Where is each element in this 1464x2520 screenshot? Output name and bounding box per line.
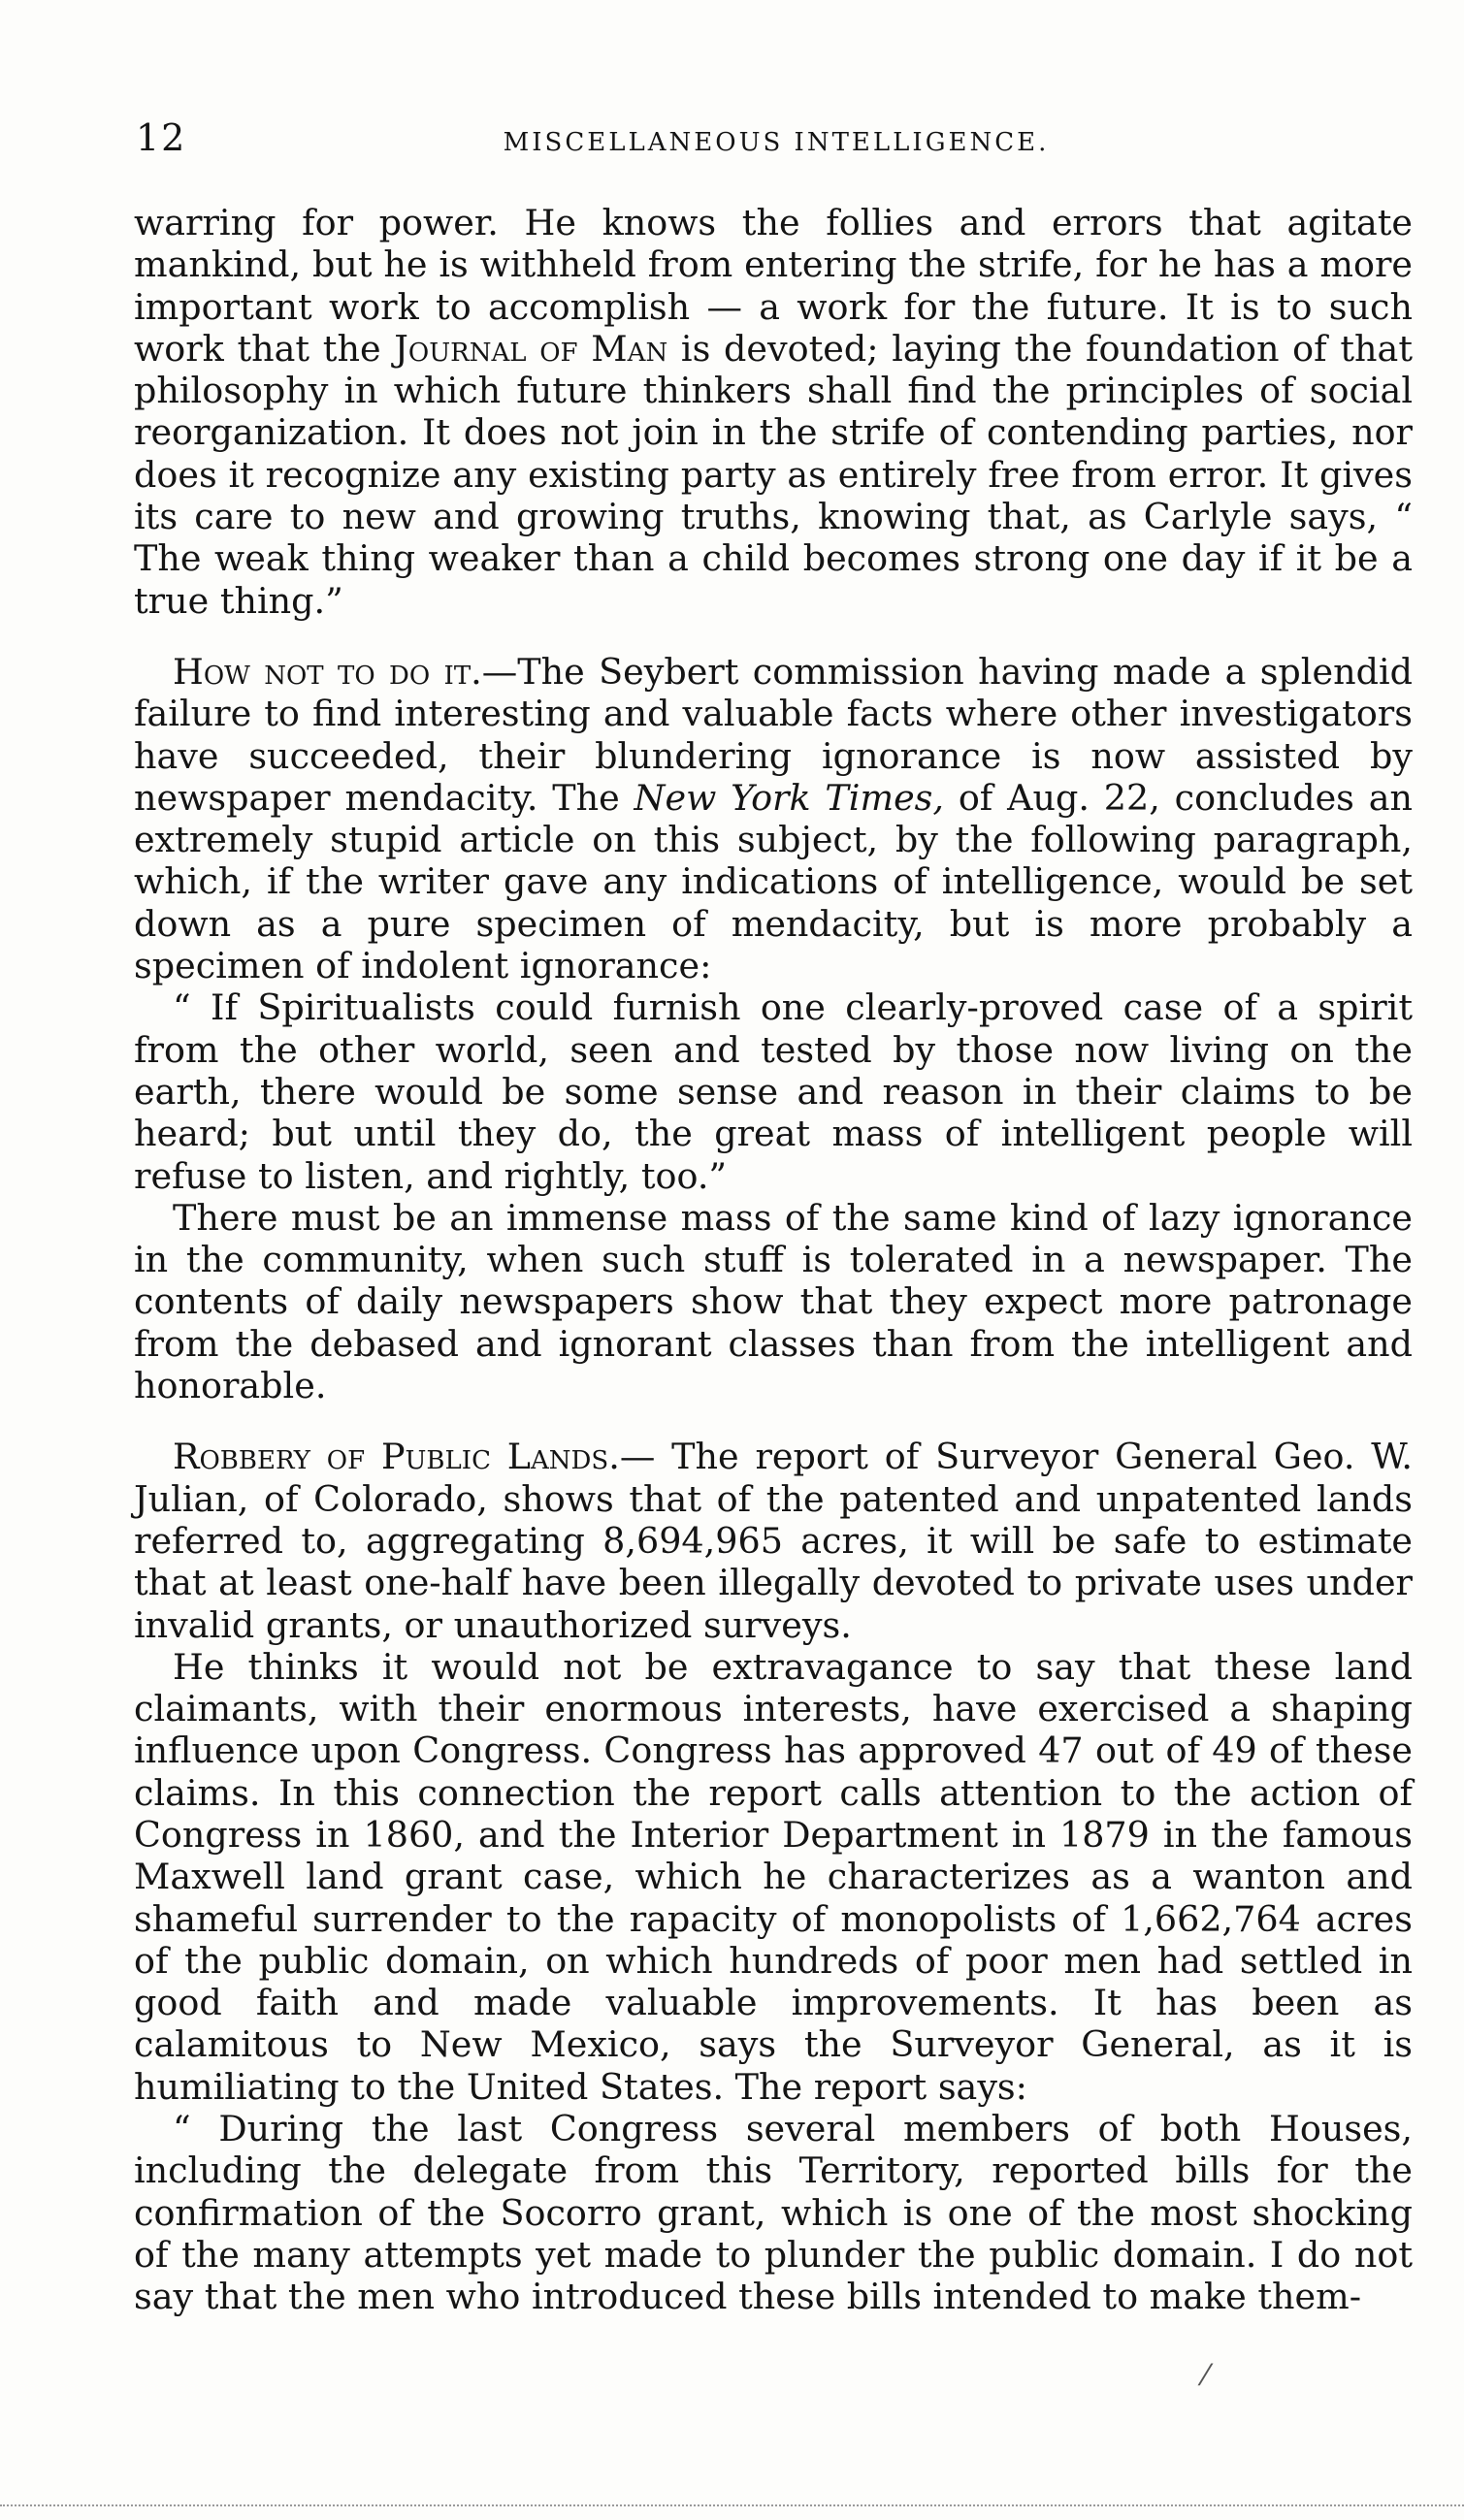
page-header	[136, 116, 1416, 175]
page-body	[134, 202, 1413, 2318]
quotation-report: “ During the last Congress several members of both Houses, including the delegate from this Territory, reported bills for the confirmation of the Socorro grant, which is one of the most shocking of the many attempts yet made to plunder the public domain. I do not say that the men who introduced these bills intended to make them-	[134, 2108, 1413, 2318]
stray-mark: ⁄	[1203, 2359, 1209, 2393]
running-head: MISCELLANEOUS INTELLIGENCE.	[503, 128, 1050, 157]
paragraph-lazy-ignorance: There must be an immense mass of the same kind of lazy ignorance in the community, when such stuff is tolerated in a newspaper. The contents of daily newspapers show that they expect more patronage from the debased and ignorant classes than from the intelligent and honorable.	[134, 1196, 1413, 1407]
page-number: 12	[136, 116, 187, 159]
section-heading: Robbery of Public Lands.	[173, 1436, 620, 1478]
paragraph-text: —The Seybert commission having made a splendid failure to find interesting and valuable facts where other investigators have succeeded, their blundering ignorance is now assisted by newspaper mendacity. The	[134, 650, 1413, 819]
paragraph-text: is devoted; laying the foundation of that philosophy in which future thinkers shall find the principles of social reorganization. It does not join in the strife of contending parties, nor does it recognize any existing party as entirely free from error. It gives its care to new and growing truths, knowing that, as Carlyle says, “ The weak thing weaker than a child becomes strong one day if it be a true thing.”	[134, 327, 1413, 622]
paragraph-text: of Aug. 22, concludes an extremely stupid article on this subject, by the following paragraph, which, if the writer gave any indications of intelligence, would be set down as a pure specimen of mendacity, but is more probably a specimen of indolent ignorance:	[134, 776, 1413, 987]
quotation-times: “ If Spiritualists could furnish one clearly-proved case of a spirit from the other world, seen and tested by those now living on the earth, there would be some sense and reason in their claims to be heard; but until they do, the great mass of intelligent people will refuse to listen, and rightly, too.”	[134, 986, 1413, 1197]
paragraph-text: warring for power. He knows the follies and errors that agitate mankind, but he is withheld from entering the strife, for he has a more important work to accomplish — a work for the future. It is to such work that the	[134, 202, 1413, 370]
paragraph-land-claimants: He thinks it would not be extravagance to say that these land claimants, with their enormous interests, have exercised a shaping influence upon Congress. Congress has approved 47 out of 49 of these claims. In this connection the report calls attention to the action of Congress in 1860, and the Interior Department in 1879 in the famous Maxwell land grant case, which he characterizes as a wanton and shameful surrender to the rapacity of monopolists of 1,662,764 acres of the public domain, on which hundreds of poor men had settled in good faith and made valuable improvements. It has been as calamitous to New Mexico, says the Surveyor General, as it is humiliating to the United States. The report says:	[134, 1645, 1413, 2108]
paragraph-text: — The report of Surveyor General Geo. W. Julian, of Colorado, shows that of the patented and unpatented lands referred to, aggregating 8,694,965 acres, it will be safe to estimate that at least one-half have been illegally devoted to private uses under invalid grants, or unauthorized surveys.	[134, 1436, 1414, 1646]
paragraph-how-not-to-do-it	[134, 651, 1413, 986]
paragraph-journal-of-man	[134, 202, 1413, 622]
paragraph-robbery-of-public-lands	[134, 1436, 1413, 1645]
journal-title: Journal of Man	[394, 327, 668, 370]
section-heading: How not to do it.	[173, 650, 482, 693]
page-bottom-edge	[0, 2501, 1464, 2506]
newspaper-title: New York Times,	[634, 776, 944, 819]
